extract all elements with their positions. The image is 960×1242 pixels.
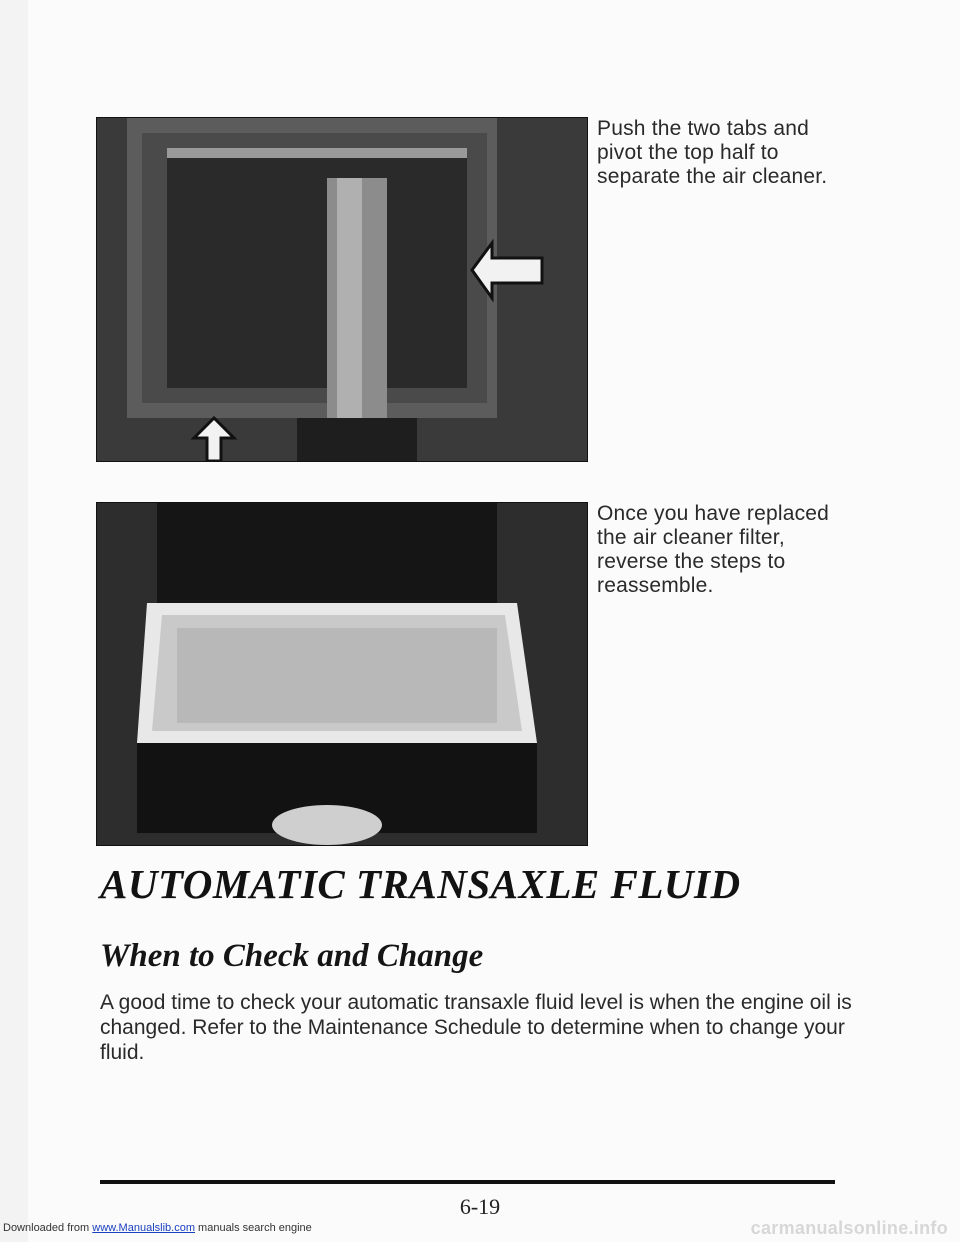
page-left-edge — [0, 0, 28, 1242]
footer-prefix: Downloaded from — [3, 1222, 90, 1234]
figure-caption-1: Push the two tabs and pivot the top half to separate the air cleaner. — [597, 117, 828, 188]
site-watermark: carmanualsonline.info — [750, 1218, 948, 1238]
air-cleaner-filter-photo — [96, 502, 588, 846]
body-paragraph: A good time to check your automatic transaxle fluid level is when the engine oil is changed. Refer to the Maintenance Schedule to determine when to change your fluid. — [100, 991, 852, 1064]
figure-caption-2: Once you have replaced the air cleaner filter, reverse the steps to reassemble. — [597, 502, 830, 597]
manualslib-link[interactable]: www.Manualslib.com — [92, 1222, 195, 1234]
download-footer — [3, 1222, 312, 1234]
section-title: AUTOMATIC TRANSAXLE FLUID — [100, 861, 741, 907]
footer-rule — [100, 1180, 835, 1184]
page-number: 6-19 — [459, 1194, 501, 1219]
air-cleaner-tabs-photo — [96, 117, 588, 462]
subsection-title: When to Check and Change — [100, 938, 484, 974]
footer-suffix: manuals search engine — [198, 1222, 312, 1234]
